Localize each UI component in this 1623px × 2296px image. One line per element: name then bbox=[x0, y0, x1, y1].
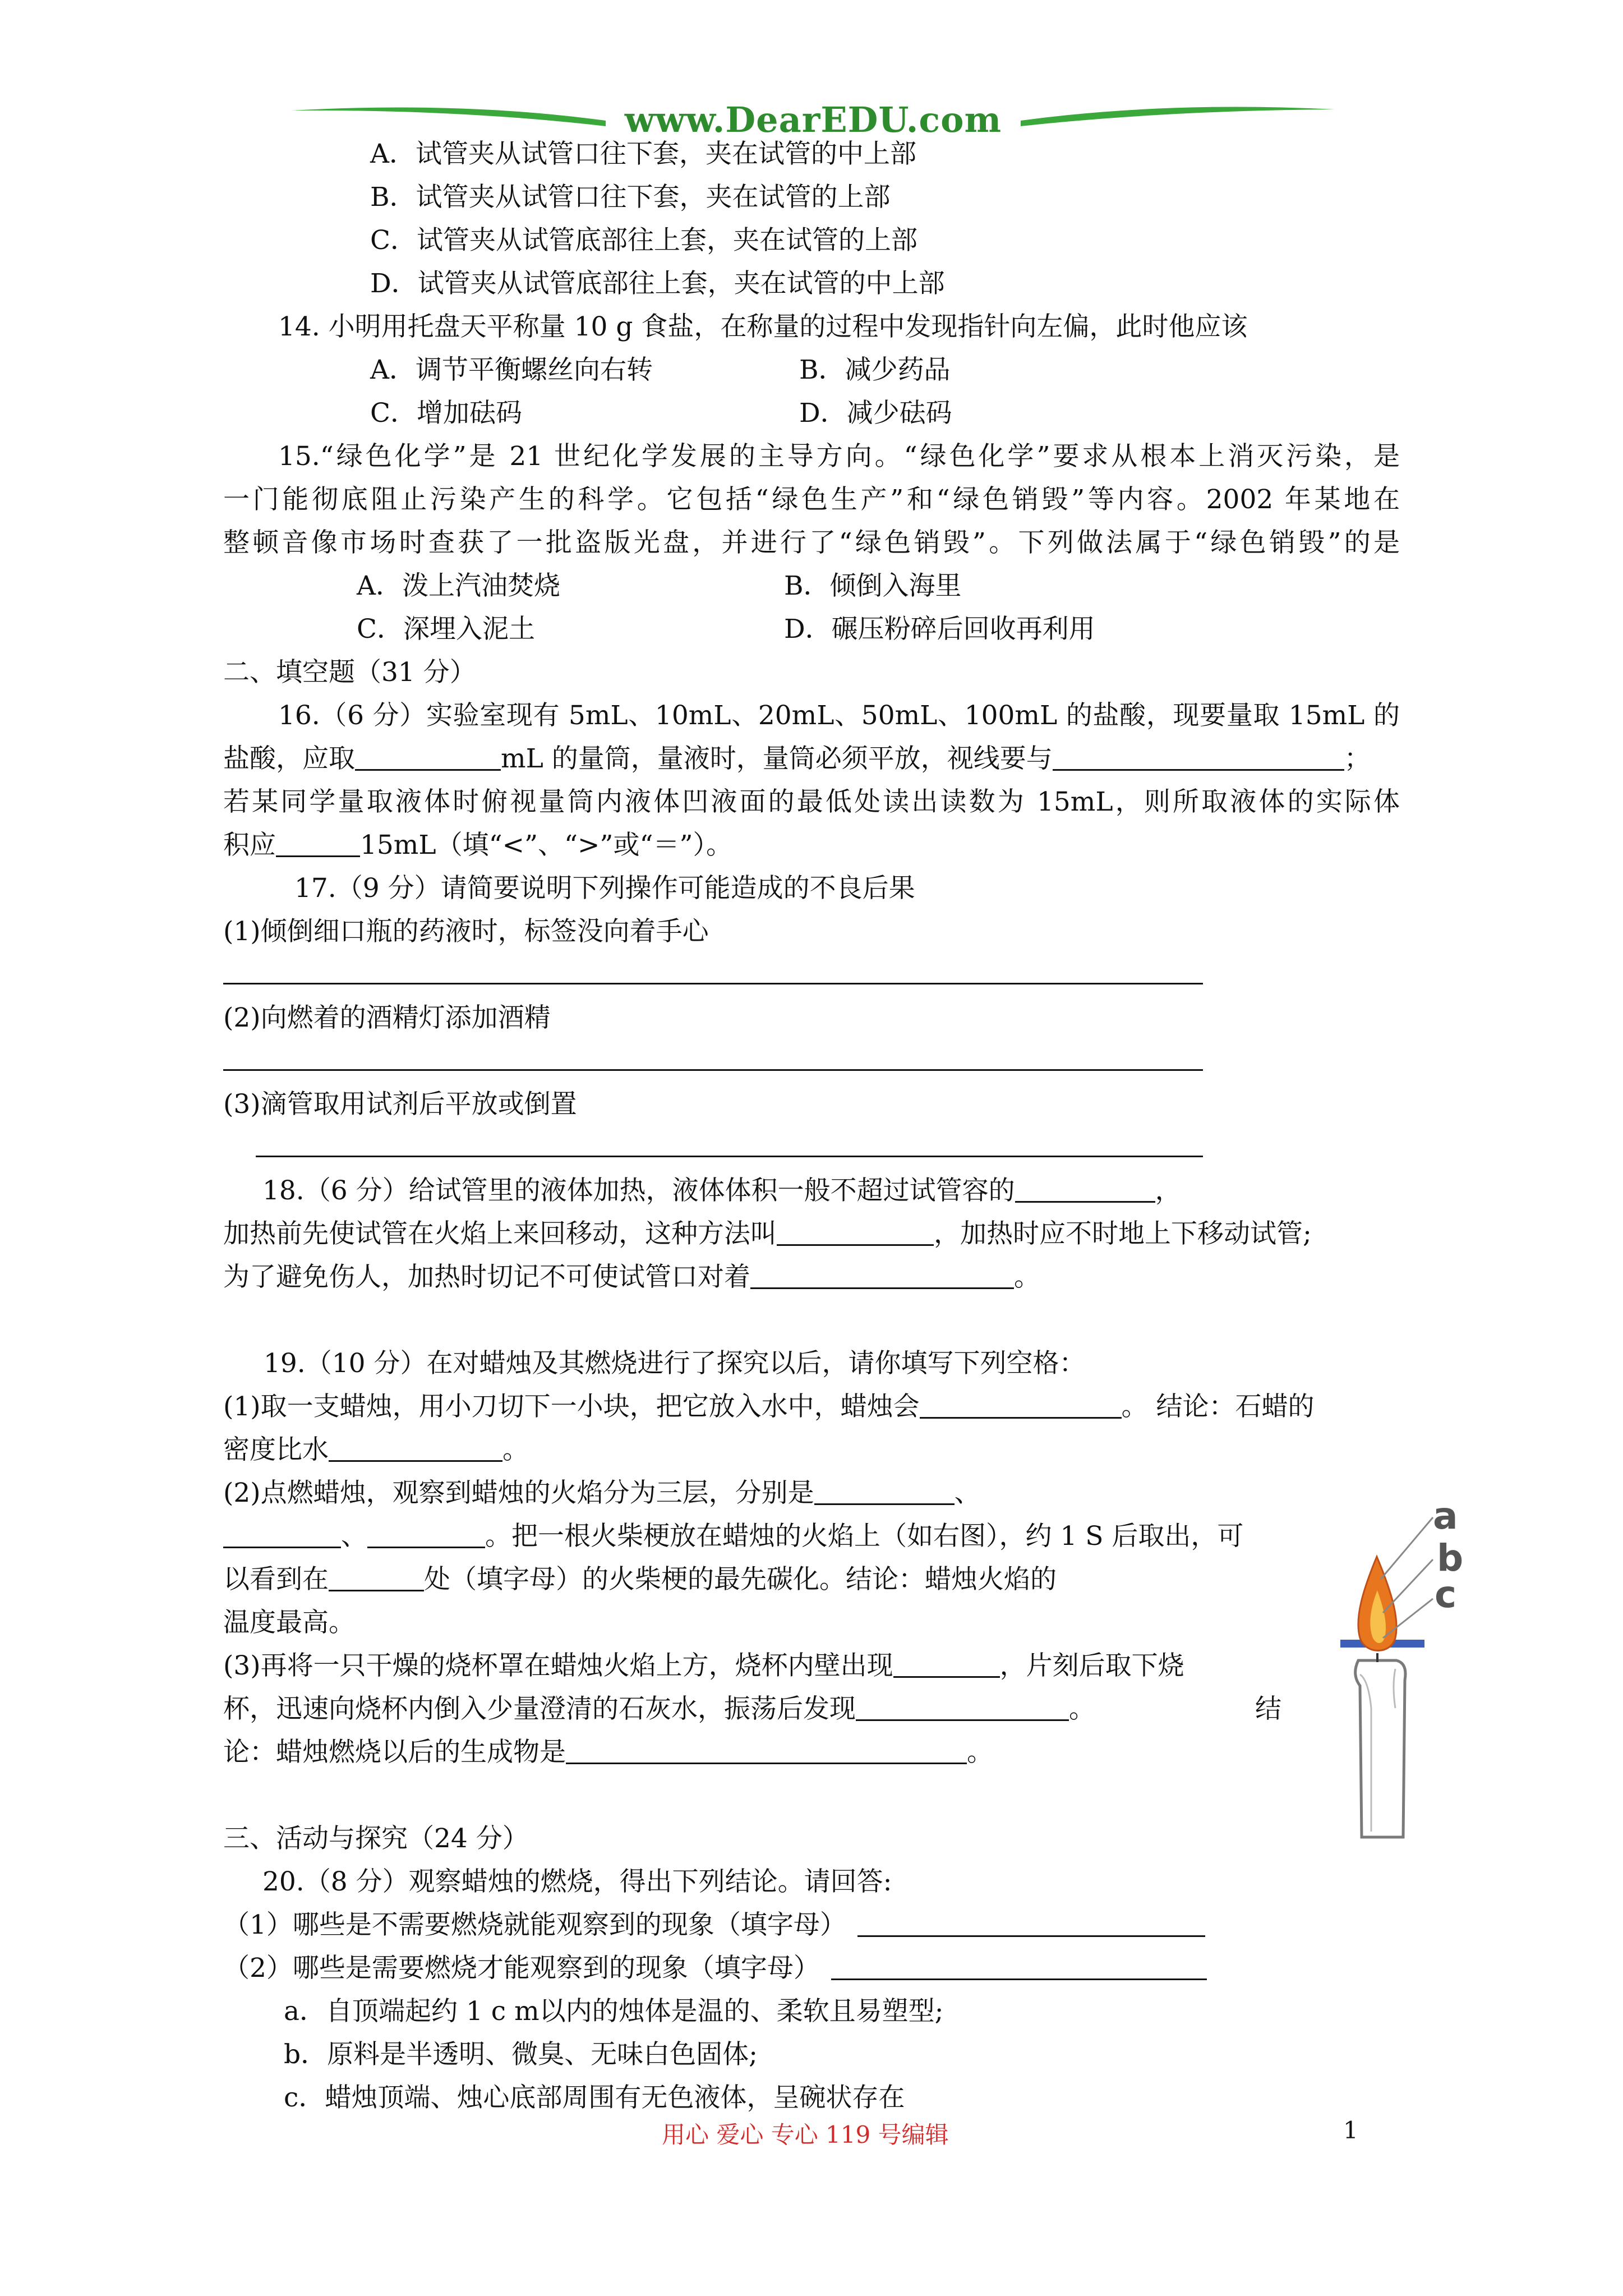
q19-text-2a: (2)点燃蜡烛，观察到蜡烛的火焰分为三层，分别是 bbox=[223, 1478, 814, 1508]
q19-blank-layer2[interactable] bbox=[223, 1522, 341, 1548]
q16-text-c: ； bbox=[1344, 743, 1371, 774]
q15-option-a: A．泼上汽油焚烧 bbox=[357, 570, 560, 601]
q18-text-c: 加热前先使试管在火焰上来回移动，这种方法叫 bbox=[223, 1218, 777, 1249]
q20-item-a: a．自顶端起约 1 c m以内的烛体是温的、柔软且易塑型; bbox=[284, 1996, 944, 2027]
q14-option-d: D．减少砝码 bbox=[799, 398, 952, 429]
q17-item2: (2)向燃着的酒精灯添加酒精 bbox=[223, 1002, 551, 1033]
q19-text-1d: 。 bbox=[502, 1434, 529, 1465]
q17-answer-line-2[interactable] bbox=[223, 1069, 1203, 1071]
q17-stem: 17.（9 分）请简要说明下列操作可能造成的不良后果 bbox=[294, 873, 915, 904]
page-number: 1 bbox=[1343, 2116, 1358, 2144]
candle-label-a: a bbox=[1433, 1495, 1458, 1538]
q18-text-b: ， bbox=[1155, 1175, 1182, 1206]
q19-text-2b: 、 bbox=[954, 1478, 981, 1508]
header-banner bbox=[292, 98, 1335, 143]
q18-line2 bbox=[223, 1217, 1312, 1251]
q16-blank-cylinder[interactable] bbox=[355, 744, 501, 771]
q19-blank-layer1[interactable] bbox=[814, 1479, 955, 1505]
q14-option-a: A．调节平衡螺丝向右转 bbox=[370, 355, 653, 385]
q19-blank-float[interactable] bbox=[920, 1392, 1122, 1419]
q19-p2-line3 bbox=[223, 1563, 1057, 1596]
candle-label-b: b bbox=[1437, 1536, 1464, 1580]
q16-text-d: 积应 bbox=[223, 830, 276, 861]
q19-blank-letter[interactable] bbox=[329, 1565, 424, 1591]
q16-text-e: 15mL（填“<”、“>”或“＝”）。 bbox=[360, 830, 733, 861]
q18-text-d: ，加热时应不时地上下移动试管; bbox=[934, 1218, 1312, 1249]
q16-text-a: 盐酸，应取 bbox=[223, 743, 355, 774]
q16-line1: 16.（6 分）实验室现有 5mL、10mL、20mL、50mL、100mL 的盐酸，现要量取 15mL 的 bbox=[278, 700, 1400, 731]
q16-blank-compare[interactable] bbox=[276, 831, 360, 857]
q19-text-3d: 。 bbox=[1069, 1694, 1095, 1724]
q19-text-1b: 。 结论：石蜡的 bbox=[1121, 1391, 1315, 1422]
q19-p1-line2 bbox=[223, 1433, 529, 1467]
section-heading-fill-in: 二、填空题（31 分） bbox=[223, 657, 476, 688]
site-title: www.DearEDU.com bbox=[624, 99, 1002, 140]
section-heading-activity: 三、活动与探究（24 分） bbox=[223, 1823, 529, 1854]
q19-p2-line1 bbox=[223, 1476, 981, 1510]
q20-stem: 20.（8 分）观察蜡烛的燃烧，得出下列结论。请回答: bbox=[262, 1866, 892, 1897]
q19-text-1a: (1)取一支蜡烛，用小刀切下一小块，把它放入水中，蜡烛会 bbox=[223, 1391, 920, 1422]
q18-text-e: 为了避免伤人，加热时切记不可使试管口对着 bbox=[223, 1262, 750, 1292]
q13-option-d: D．试管夹从试管底部往上套，夹在试管的中上部 bbox=[370, 268, 945, 299]
q20-blank-2[interactable] bbox=[831, 1954, 1207, 1980]
q19-p2-line4: 温度最高。 bbox=[223, 1607, 355, 1638]
q18-line1 bbox=[262, 1174, 1182, 1208]
q19-text-2e: 以看到在 bbox=[223, 1564, 329, 1595]
q19-stem: 19.（10 分）在对蜡烛及其燃烧进行了探究以后，请你填写下列空格： bbox=[264, 1348, 1086, 1379]
q19-p2-line2 bbox=[223, 1520, 1243, 1553]
q20-sub1 bbox=[223, 1908, 1205, 1942]
candle-label-c: c bbox=[1435, 1573, 1457, 1616]
q19-p3-line2 bbox=[223, 1692, 1095, 1726]
q20-sub2 bbox=[223, 1952, 1207, 1985]
q16-line3: 若某同学量取液体时俯视量筒内液体凹液面的最低处读出读数为 15mL，则所取液体的实际体 bbox=[223, 786, 1400, 817]
q17-answer-line-3[interactable] bbox=[256, 1156, 1203, 1157]
q15-line1: 15.“绿色化学”是 21 世纪化学发展的主导方向。“绿色化学”要求从根本上消灭污染，是 bbox=[278, 441, 1400, 472]
q20-sub1-text: （1）哪些是不需要燃烧就能观察到的现象（填字母） bbox=[223, 1910, 846, 1940]
q19-text-3a: (3)再将一只干燥的烧杯罩在蜡烛火焰上方，烧杯内壁出现 bbox=[223, 1650, 893, 1681]
q19-p3-line3 bbox=[223, 1736, 993, 1769]
q20-sub2-text: （2）哪些是需要燃烧才能观察到的现象（填字母） bbox=[223, 1953, 820, 1984]
q15-line2: 一门能彻底阻止污染产生的科学。它包括“绿色生产”和“绿色销毁”等内容。2002 年某地在 bbox=[223, 484, 1400, 515]
q14-option-b: B．减少药品 bbox=[799, 355, 951, 385]
q19-blank-density[interactable] bbox=[329, 1435, 502, 1462]
q19-text-3b: ，片刻后取下烧 bbox=[999, 1650, 1184, 1681]
q19-blank-inner-wall[interactable] bbox=[893, 1651, 1000, 1678]
q19-p3-line1 bbox=[223, 1649, 1184, 1683]
q16-text-b: mL 的量筒，量液时，量筒必须平放，视线要与 bbox=[501, 743, 1053, 774]
q19-text-2f: 处（填字母）的火柴梗的最先碳化。结论：蜡烛火焰的 bbox=[424, 1564, 1057, 1595]
q18-line3 bbox=[223, 1260, 1040, 1294]
q17-item1: (1)倾倒细口瓶的药液时，标签没向着手心 bbox=[223, 916, 709, 947]
q19-text-3c: 杯，迅速向烧杯内倒入少量澄清的石灰水，振荡后发现 bbox=[223, 1694, 856, 1724]
q19-text-1c: 密度比水 bbox=[223, 1434, 329, 1465]
q17-item3: (3)滴管取用试剂后平放或倒置 bbox=[223, 1089, 577, 1120]
q13-option-c: C．试管夹从试管底部往上套，夹在试管的上部 bbox=[370, 225, 917, 256]
q17-answer-line-1[interactable] bbox=[223, 983, 1203, 984]
q16-line2 bbox=[223, 742, 1371, 776]
q13-option-a: A．试管夹从试管口往下套，夹在试管的中上部 bbox=[370, 139, 916, 169]
q19-blank-layer3[interactable] bbox=[367, 1522, 485, 1548]
q18-blank-method[interactable] bbox=[777, 1220, 934, 1246]
q19-text-2d: 。把一根火柴梗放在蜡烛的火焰上（如右图），约 1 S 后取出，可 bbox=[485, 1521, 1244, 1552]
candle-body-shape bbox=[1355, 1660, 1405, 1837]
q18-text-f: 。 bbox=[1014, 1262, 1040, 1292]
q18-blank-direction[interactable] bbox=[750, 1263, 1014, 1289]
q15-option-b: B．倾倒入海里 bbox=[784, 570, 962, 601]
q13-option-b: B．试管夹从试管口往下套，夹在试管的上部 bbox=[370, 182, 891, 213]
q19-blank-limewater[interactable] bbox=[856, 1695, 1069, 1721]
footer-note: 用心 爱心 专心 119 号编辑 bbox=[662, 2121, 949, 2148]
q19-text-3g: 。 bbox=[967, 1737, 993, 1768]
q14-option-c: C．增加砝码 bbox=[370, 398, 522, 429]
q14-stem: 14. 小明用托盘天平称量 10 g 食盐，在称量的过程中发现指针向左偏，此时他应该 bbox=[278, 311, 1248, 342]
q19-text-2c: 、 bbox=[341, 1521, 367, 1552]
q15-option-d: D．碾压粉碎后回收再利用 bbox=[784, 614, 1095, 645]
q19-text-3f: 论：蜡烛燃烧以后的生成物是 bbox=[223, 1737, 566, 1768]
q15-option-c: C．深埋入泥土 bbox=[357, 614, 535, 645]
q20-blank-1[interactable] bbox=[857, 1911, 1205, 1937]
q18-text-a: 18.（6 分）给试管里的液体加热，液体体积一般不超过试管容的 bbox=[262, 1175, 1015, 1206]
q16-line4 bbox=[223, 829, 732, 862]
q20-item-c: c．蜡烛顶端、烛心底部周围有无色液体，呈碗状存在 bbox=[284, 2082, 905, 2113]
candle-figure bbox=[1329, 1495, 1475, 1856]
q20-item-b: b．原料是半透明、微臭、无味白色固体; bbox=[284, 2039, 758, 2070]
q19-p1-line1 bbox=[223, 1390, 1315, 1424]
q19-text-3e: 结 bbox=[1255, 1694, 1281, 1724]
q18-blank-volume[interactable] bbox=[1015, 1176, 1155, 1203]
q19-blank-products[interactable] bbox=[566, 1738, 967, 1764]
q15-line3: 整顿音像市场时查获了一批盗版光盘，并进行了“绿色销毁”。下列做法属于“绿色销毁”的是 bbox=[223, 527, 1400, 558]
q16-blank-sight[interactable] bbox=[1053, 744, 1344, 771]
